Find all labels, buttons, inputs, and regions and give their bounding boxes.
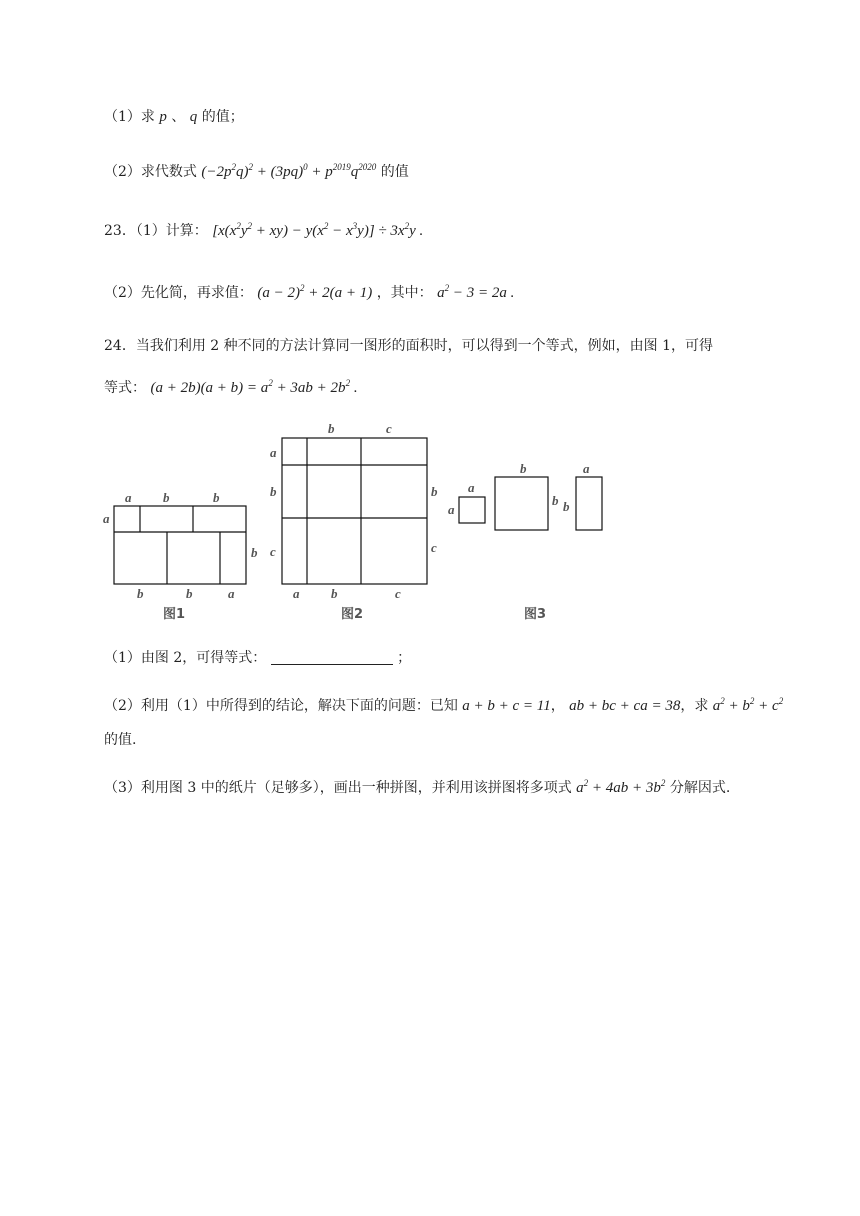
q24-part2-cont: 的值. (104, 732, 137, 748)
fig1-label-top-b2: b (213, 490, 220, 505)
q22-part1-text: （1）求 (104, 109, 155, 125)
fig2-label-top-b: b (328, 421, 335, 436)
fig1-label-bottom-a: a (228, 586, 235, 601)
q24-part1-text: （1）由图 2，可得等式： (104, 650, 267, 666)
fig2-label-bottom-b: b (331, 586, 338, 601)
math-expression-23-2: $(a - 2)^2 + 2(a + 1)$ (257, 283, 373, 301)
math-condition-23-2: $a^2 - 3 = 2a$ . (437, 283, 515, 301)
fig3-label-rect-top-a: a (583, 461, 590, 476)
fig1-label-bottom-b2: b (186, 586, 193, 601)
fig2-label-top-c: c (386, 421, 392, 436)
fig3-square-a (459, 497, 485, 523)
fig1-label-top-a: a (125, 490, 132, 505)
q23-part2-text: （2）先化简，再求值： (104, 285, 253, 301)
q24-part3-text: （3）利用图 3 中的纸片（足够多），画出一种拼图，并利用该拼图将多项式 (104, 780, 572, 796)
q24-part3 (104, 778, 730, 798)
math-target-squares: $a^2 + b^2 + c^2$ (712, 696, 784, 714)
fig3-label-rect-left-b: b (563, 499, 570, 514)
fig1-label-right-b: b (251, 545, 258, 560)
math-expression-23-1: $[x(x^2y^2 + xy) - y(x^2 - x^3y)] \div 3x^2y$ . (212, 221, 424, 239)
fig2-label-left-a: a (270, 445, 277, 460)
math-condition-products: ab + bc + ca = 38 (569, 698, 681, 714)
q24-intro: 24．当我们利用 2 种不同的方法计算同一图形的面积时，可以得到一个等式，例如，由图 1，可得 (104, 338, 713, 354)
q24-part1-end: ； (397, 650, 412, 666)
q23-part1-text: 23．（1）计算： (104, 223, 208, 239)
q24-part2-text: （2）利用（1）中所得到的结论，解决下面的问题：已知 (104, 698, 458, 714)
q24-example (104, 378, 358, 398)
fig2-label-left-b: b (270, 484, 277, 499)
q24-part3-end: 分解因式. (669, 780, 731, 796)
fig1-caption: 图1 (163, 607, 186, 622)
fig3-label-left-a: a (448, 502, 455, 517)
q23-part1 (104, 221, 423, 241)
math-polynomial: $a^2 + 4ab + 3b^2$ (576, 778, 666, 796)
fig2-label-left-c: c (270, 544, 276, 559)
math-q: q (189, 109, 198, 125)
fig3-label-top-a: a (468, 480, 475, 495)
fig1-label-bottom-b1: b (137, 586, 144, 601)
fig3-label-right-b: b (552, 493, 559, 508)
math-p: p (159, 109, 167, 125)
q22-part2 (104, 162, 409, 182)
fig2-label-right-c: c (431, 540, 437, 555)
fig2-label-bottom-c: c (395, 586, 401, 601)
fig3-label-top-b: b (520, 461, 527, 476)
q24-part2: （2）利用（1）中所得到的结论，解决下面的问题：已知 a + b + c = 11， ab + bc + ca = 38，求 $a^2 + b^2 + c^2$ (104, 696, 784, 714)
q24-eq-prefix: 等式： (104, 380, 146, 396)
q22-part2-end: 的值 (380, 164, 409, 180)
fig2-outline (282, 438, 427, 584)
q22-part1: （1）求 p 、 q 的值； (104, 109, 244, 125)
fig2-label-bottom-a: a (293, 586, 300, 601)
q24-part1 (104, 648, 411, 668)
fig3-square-b (495, 477, 548, 530)
q22-part2-text: （2）求代数式 (104, 164, 197, 180)
q23-part2-mid: ，其中： (376, 285, 433, 301)
answer-blank[interactable] (271, 650, 393, 665)
figures (0, 410, 860, 640)
fig2-label-right-b: b (431, 484, 438, 499)
q23-part2 (104, 283, 514, 303)
fig3-rect-ab (576, 477, 602, 530)
math-example-identity: $(a + 2b)(a + b) = a^2 + 3ab + 2b^2$ . (150, 378, 358, 396)
math-condition-sum: a + b + c = 11 (462, 698, 551, 714)
math-expression-22-2: $(-2p^2q)^2 + (3pq)^0 + p^{2019}q^{2020}$ (201, 162, 377, 180)
fig2-caption: 图2 (341, 607, 364, 622)
q22-part1-end: 的值； (201, 109, 244, 125)
fig3-caption: 图3 (524, 607, 547, 622)
fig1-label-top-b1: b (163, 490, 170, 505)
fig1-outline (114, 506, 246, 584)
fig1-label-left-a: a (103, 511, 110, 526)
